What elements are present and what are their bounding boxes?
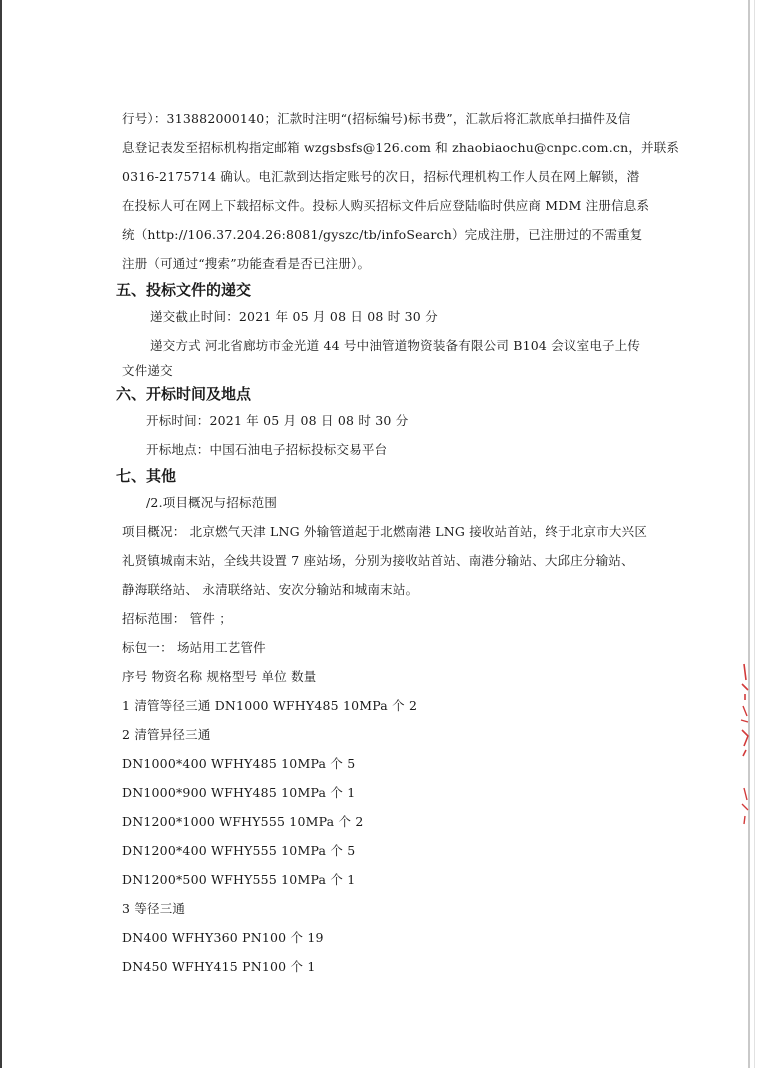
text-line: 息登记表发至招标机构指定邮箱 wzgsbsfs@126.com 和 zhaobiaochu@cnpc.com.cn，并联系 — [122, 140, 680, 155]
project-overview-line: 静海联络站、 永清联络站、安次分输站和城南末站。 — [122, 582, 419, 597]
list-item: DN1200*400 WFHY555 10MPa 个 5 — [122, 843, 356, 858]
project-overview-line: 项目概况： 北京燃气天津 LNG 外输管道起于北燃南港 LNG 接收站首站，终于北京市大兴区 — [122, 524, 648, 539]
section-heading-other: 七、其他 — [116, 467, 177, 485]
text-line: 注册（可通过“搜索”功能查看是否已注册）。 — [122, 256, 371, 271]
text-line: 统（http://106.37.204.26:8081/gyszc/tb/infoSearch）完成注册，已注册过的不需重复 — [122, 227, 643, 242]
page-edge-left — [0, 0, 2, 1068]
item-columns: 序号 物资名称 规格型号 单位 数量 — [122, 669, 317, 684]
submission-deadline: 递交截止时间：2021 年 05 月 08 日 08 时 30 分 — [150, 309, 438, 324]
list-item: DN400 WFHY360 PN100 个 19 — [122, 930, 324, 945]
list-item: DN1200*1000 WFHY555 10MPa 个 2 — [122, 814, 364, 829]
list-item: 1 清管等径三通 DN1000 WFHY485 10MPa 个 2 — [122, 698, 418, 713]
submission-method-cont: 文件递交 — [122, 363, 173, 378]
section-heading-bid-submission: 五、投标文件的递交 — [116, 281, 252, 299]
red-ink-marks — [736, 660, 756, 830]
text-line: 0316-2175714 确认。电汇款到达指定账号的次日，招标代理机构工作人员在网上解锁，潜 — [122, 169, 640, 184]
opening-place: 开标地点：中国石油电子招标投标交易平台 — [146, 442, 388, 457]
list-item: DN1200*500 WFHY555 10MPa 个 1 — [122, 872, 356, 887]
text-line: 在投标人可在网上下载招标文件。投标人购买招标文件后应登陆临时供应商 MDM 注册信息系 — [122, 198, 650, 213]
text-line: 行号）：313882000140；汇款时注明“(招标编号)标书费”，汇款后将汇款底单扫描件及信 — [122, 111, 631, 126]
remittance-paragraph — [122, 104, 680, 278]
list-item: 2 清管异径三通 — [122, 727, 211, 742]
list-item: DN450 WFHY415 PN100 个 1 — [122, 959, 316, 974]
lot-title: 标包一： 场站用工艺管件 — [122, 640, 266, 655]
list-item: DN1000*900 WFHY485 10MPa 个 1 — [122, 785, 356, 800]
opening-time: 开标时间：2021 年 05 月 08 日 08 时 30 分 — [146, 413, 409, 428]
page-edge-right — [748, 0, 750, 1068]
list-item: DN1000*400 WFHY485 10MPa 个 5 — [122, 756, 356, 771]
submission-method: 递交方式 河北省廊坊市金光道 44 号中油管道物资装备有限公司 B104 会议室电子上传 — [150, 338, 641, 353]
section-heading-bid-opening: 六、开标时间及地点 — [116, 385, 252, 403]
subsection-title: /2.项目概况与招标范围 — [146, 495, 278, 510]
page-edge-right-shadow — [754, 0, 755, 1068]
list-item: 3 等径三通 — [122, 901, 186, 916]
project-overview-line: 礼贤镇城南末站，全线共设置 7 座站场，分别为接收站首站、南港分输站、大邱庄分输站、 — [122, 553, 634, 568]
document-body — [116, 104, 680, 981]
item-list — [122, 691, 642, 981]
bid-scope: 招标范围： 管件 ； — [122, 611, 232, 626]
